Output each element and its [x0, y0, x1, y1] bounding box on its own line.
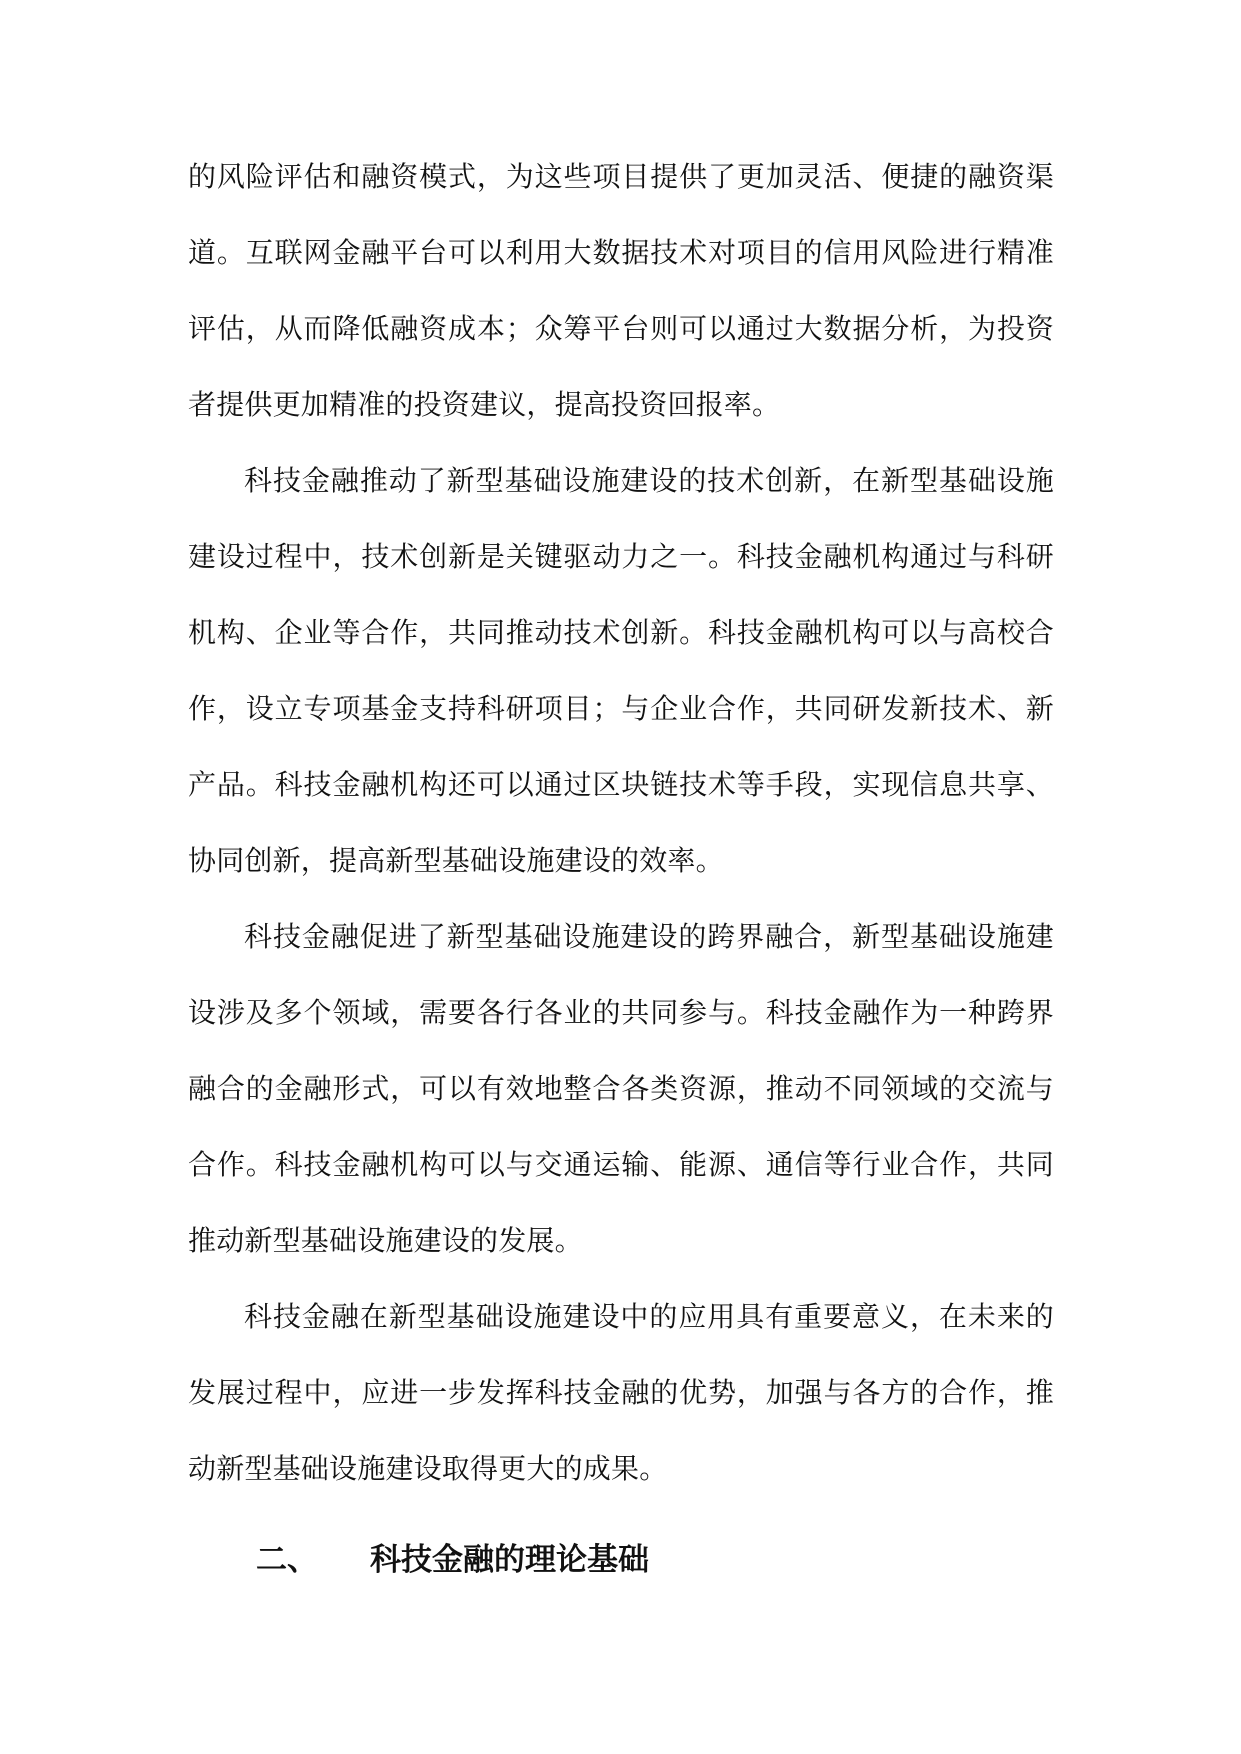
- paragraph-continuation: 的风险评估和融资模式，为这些项目提供了更加灵活、便捷的融资渠道。互联网金融平台可以利用大数据技术对项目的信用风险进行精准评估，从而降低融资成本；众筹平台则可以通过大数据分析，为投资者提供更加精准的投资建议，提高投资回报率。: [188, 160, 1054, 421]
- paragraph-significance: 科技金融在新型基础设施建设中的应用具有重要意义，在未来的发展过程中，应进一步发挥科技金融的优势，加强与各方的合作，推动新型基础设施建设取得更大的成果。: [188, 1300, 1054, 1485]
- paragraph-cross-integration: 科技金融促进了新型基础设施建设的跨界融合，新型基础设施建设涉及多个领域，需要各行各业的共同参与。科技金融作为一种跨界融合的金融形式，可以有效地整合各类资源，推动不同领域的交流与合作。科技金融机构可以与交通运输、能源、通信等行业合作，共同推动新型基础设施建设的发展。: [188, 920, 1054, 1257]
- body-text: [188, 139, 1054, 1507]
- paragraph-tech-innovation: 科技金融推动了新型基础设施建设的技术创新，在新型基础设施建设过程中，技术创新是关键驱动力之一。科技金融机构通过与科研机构、企业等合作，共同推动技术创新。科技金融机构可以与高校合作，设立专项基金支持科研项目；与企业合作，共同研发新技术、新产品。科技金融机构还可以通过区块链技术等手段，实现信息共享、协同创新，提高新型基础设施建设的效率。: [188, 464, 1054, 877]
- section-title: 科技金融的理论基础: [370, 1542, 649, 1578]
- section-number: 二、: [256, 1542, 318, 1578]
- section-heading: [256, 1535, 649, 1585]
